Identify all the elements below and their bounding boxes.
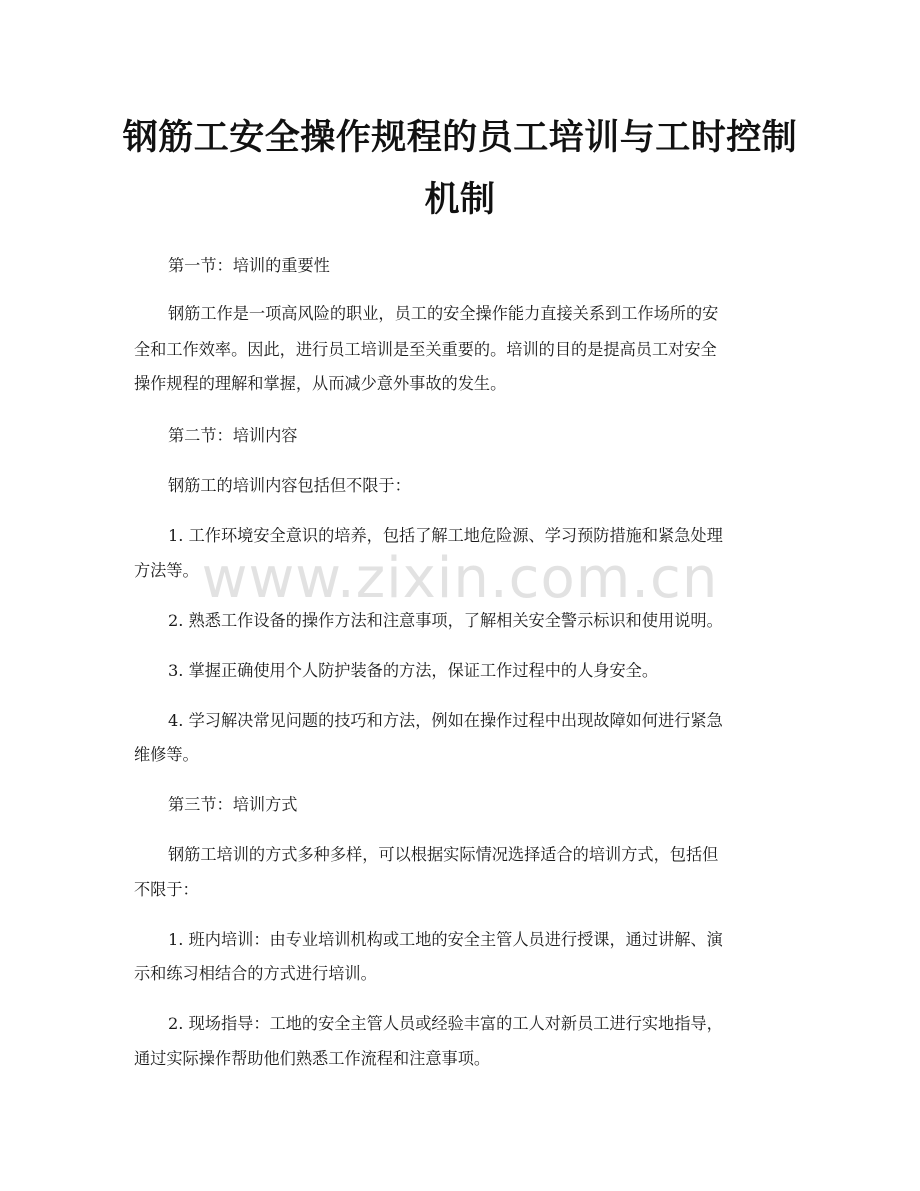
list-item-text: 4. 学习解决常见问题的技巧和方法，例如在操作过程中出现故障如何进行紧急 [168, 711, 723, 730]
list-item-continuation [134, 741, 786, 769]
paragraph-text: 全和工作效率。因此，进行员工培训是至关重要的。培训的目的是提高员工对安全 [134, 340, 717, 359]
paragraph-line [134, 300, 786, 328]
paragraph-text: 钢筋工的培训内容包括但不限于： [168, 476, 411, 495]
list-item-text: 3. 掌握正确使用个人防护装备的方法，保证工作过程中的人身安全。 [168, 661, 659, 680]
list-item-text: 2. 熟悉工作设备的操作方法和注意事项，了解相关安全警示标识和使用说明。 [168, 611, 723, 630]
list-item-text: 通过实际操作帮助他们熟悉工作流程和注意事项。 [134, 1049, 491, 1068]
paragraph-text: 不限于： [134, 880, 199, 899]
watermark: www.zixin.com.cn [201, 546, 719, 611]
paragraph-text: 钢筋工作是一项高风险的职业，员工的安全操作能力直接关系到工作场所的安 [168, 304, 719, 323]
section-heading-3 [134, 791, 786, 819]
paragraph-line [134, 876, 786, 904]
list-item-text: 2. 现场指导：工地的安全主管人员或经验丰富的工人对新员工进行实地指导， [168, 1014, 723, 1033]
list-item [134, 607, 786, 635]
list-item-text: 示和练习相结合的方式进行培训。 [134, 964, 377, 983]
list-item-continuation [134, 1045, 786, 1073]
list-item-continuation [134, 960, 786, 988]
section-heading-3-text: 第三节：培训方式 [168, 795, 298, 814]
list-item-text: 维修等。 [134, 745, 199, 764]
section-heading-1 [134, 252, 786, 280]
list-item [134, 1010, 786, 1038]
list-item [134, 926, 786, 954]
paragraph-text: 操作规程的理解和掌握，从而减少意外事故的发生。 [134, 374, 507, 393]
list-item-text: 1. 班内培训：由专业培训机构或工地的安全主管人员进行授课，通过讲解、演 [168, 930, 723, 949]
list-item [134, 522, 786, 550]
paragraph-text: 钢筋工培训的方式多种多样，可以根据实际情况选择适合的培训方式，包括但 [168, 845, 719, 864]
list-item-text: 1. 工作环境安全意识的培养，包括了解工地危险源、学习预防措施和紧急处理 [168, 526, 723, 545]
section-heading-1-text: 第一节：培训的重要性 [168, 256, 330, 275]
list-item [134, 657, 786, 685]
list-item-continuation [134, 557, 786, 585]
paragraph-line [134, 370, 786, 398]
paragraph-line [134, 841, 786, 869]
section-heading-2 [134, 422, 786, 450]
list-item [134, 707, 786, 735]
document-title-line-1: 钢筋工安全操作规程的员工培训与工时控制 [122, 118, 798, 158]
section-heading-2-text: 第二节：培训内容 [168, 426, 298, 445]
paragraph-line [134, 472, 786, 500]
paragraph-line [134, 336, 786, 364]
document-title-line-2: 机制 [424, 180, 496, 220]
list-item-text: 方法等。 [134, 561, 199, 580]
